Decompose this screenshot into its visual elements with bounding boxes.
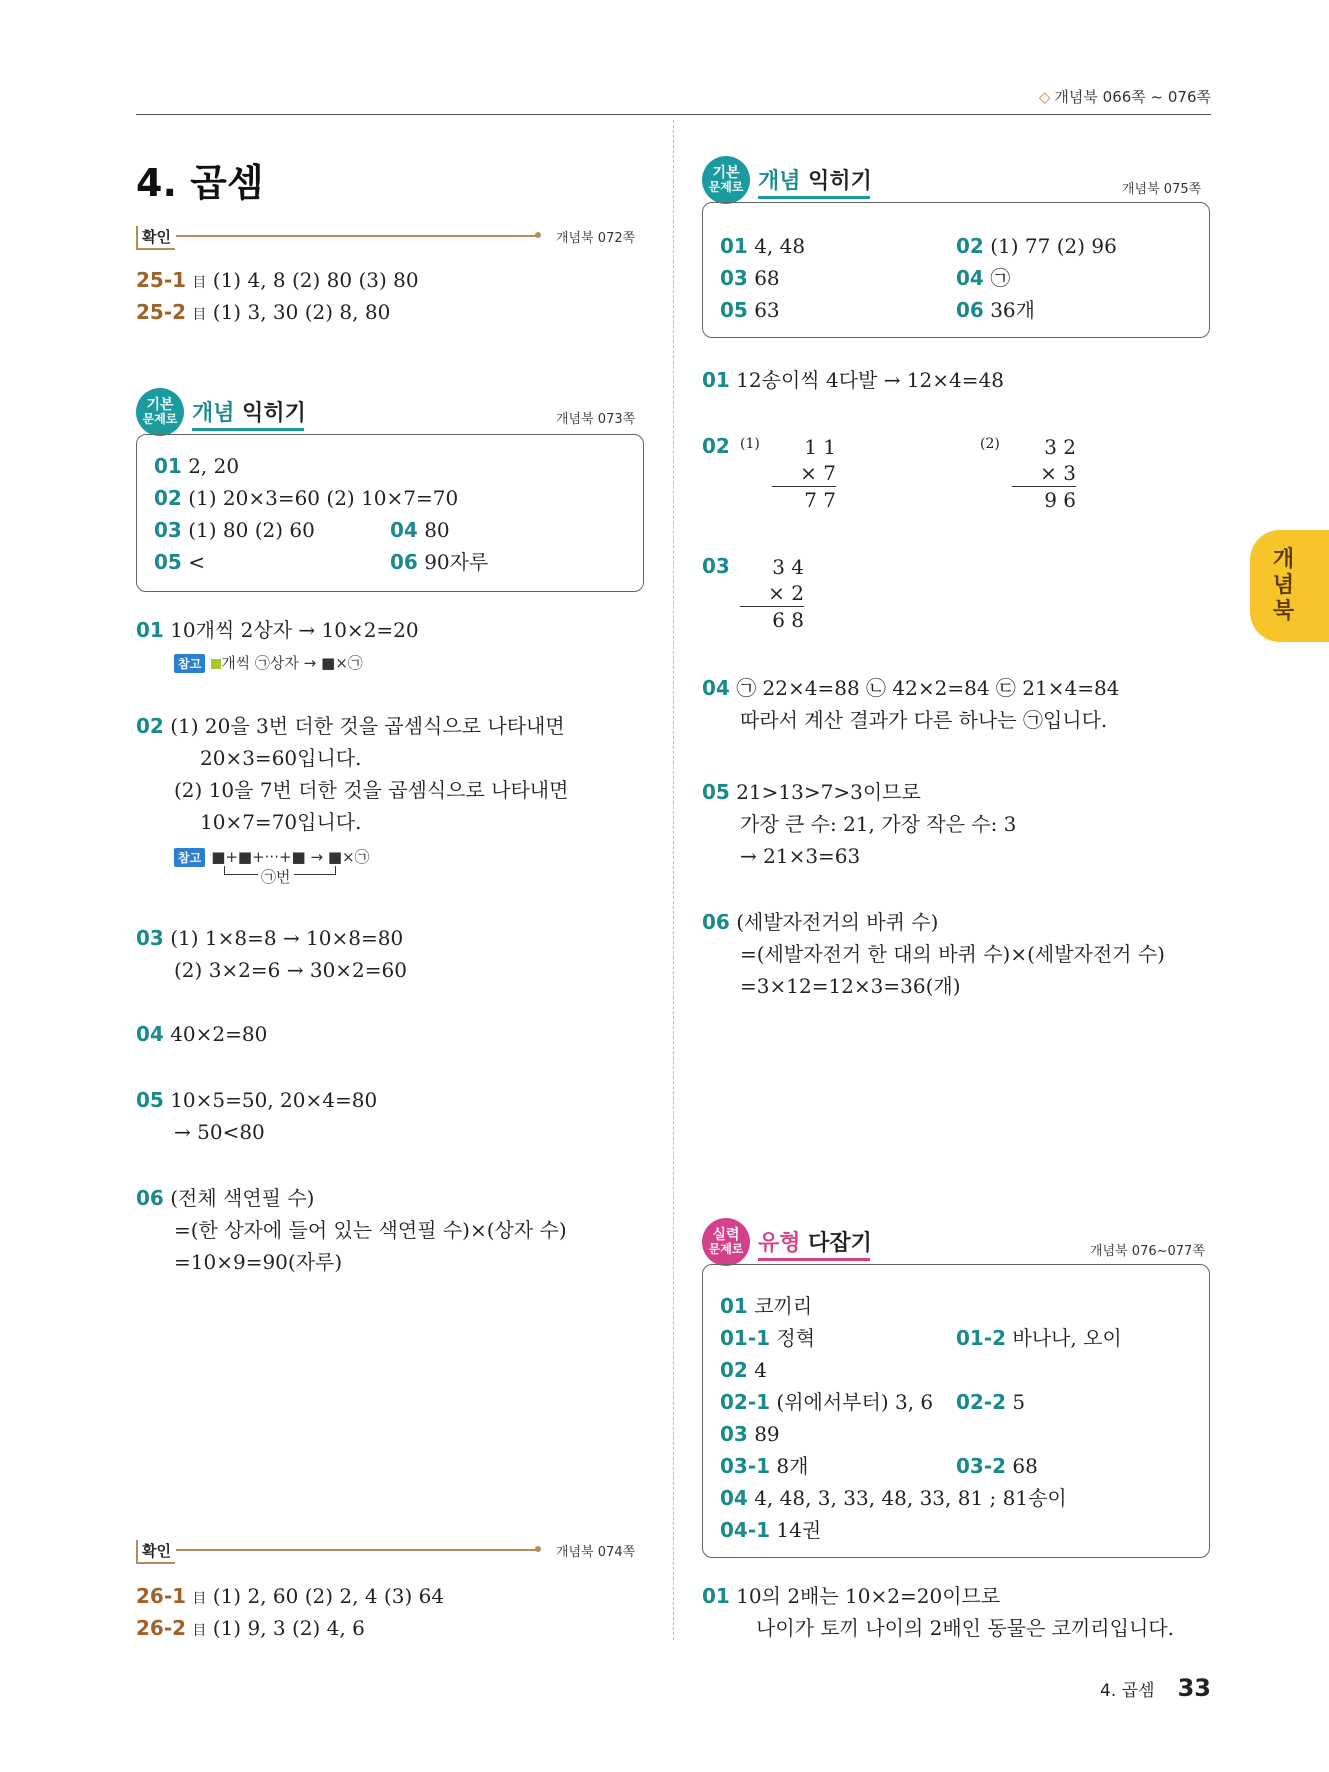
answer-row: 05 < bbox=[154, 550, 205, 574]
section-ref: 개념북 073쪽 bbox=[556, 412, 636, 427]
basic-badge: 기본 문제로 bbox=[136, 388, 184, 436]
section-title: 개념 익히기 bbox=[758, 169, 872, 194]
solution-line: → 21×3=63 bbox=[740, 844, 861, 868]
confirm-rule bbox=[176, 235, 538, 237]
section-title: 개념 익히기 bbox=[192, 401, 306, 426]
page-range-ref: ◇ 개념북 066쪽 ~ 076쪽 bbox=[1038, 88, 1211, 106]
solution-line: 가장 큰 수: 21, 가장 작은 수: 3 bbox=[740, 812, 1017, 836]
section-ref: 개념북 076~077쪽 bbox=[1090, 1244, 1205, 1259]
solution-03: 03 bbox=[702, 554, 730, 578]
answer-row: 02 (1) 77 (2) 96 bbox=[956, 234, 1117, 258]
solution-line: 20×3=60입니다. bbox=[200, 746, 362, 770]
reference-note: 참고 ■+■+···+■ → ■×㉠ bbox=[174, 846, 370, 867]
part-label: (1) bbox=[740, 436, 760, 452]
answer-row: 01-2 바나나, 오이 bbox=[956, 1326, 1122, 1350]
section-underline bbox=[758, 1258, 870, 1261]
solution-06: 06 (전체 색연필 수) bbox=[136, 1186, 315, 1210]
answer-row: 01 4, 48 bbox=[720, 234, 806, 258]
answer-row: 04-1 14권 bbox=[720, 1518, 822, 1542]
solution-02: 02 bbox=[702, 434, 730, 458]
vertical-calc-2: 3 2 × 3 9 6 bbox=[1012, 434, 1076, 513]
section-ref: 개념북 075쪽 bbox=[1122, 182, 1202, 197]
answer-row: 03 89 bbox=[720, 1422, 780, 1446]
solution-line: =(세발자전거 한 대의 바퀴 수)×(세발자전거 수) bbox=[740, 942, 1165, 966]
bracket-label: ㉠번 bbox=[258, 866, 294, 887]
answer-row: 03 (1) 80 (2) 60 bbox=[154, 518, 315, 542]
answer-row: 04 ㉠ bbox=[956, 266, 1011, 290]
section-title: 유형 다잡기 bbox=[758, 1231, 872, 1256]
confirm-ref: 개념북 074쪽 bbox=[556, 1545, 636, 1560]
page-footer bbox=[1100, 1674, 1211, 1702]
solution-line: 10×7=70입니다. bbox=[200, 810, 362, 834]
answer-row: 03-1 8개 bbox=[720, 1454, 809, 1478]
solution-line: 나이가 토끼 나이의 2배인 동물은 코끼리입니다. bbox=[756, 1616, 1174, 1640]
solution-04: 04 40×2=80 bbox=[136, 1022, 268, 1046]
answer-row: 02 (1) 20×3=60 (2) 10×7=70 bbox=[154, 486, 459, 510]
solution-line: 따라서 계산 결과가 다른 하나는 ㉠입니다. bbox=[740, 708, 1108, 732]
solution-03: 03 (1) 1×8=8 → 10×8=80 bbox=[136, 926, 404, 950]
answer-row: 01 2, 20 bbox=[154, 454, 240, 478]
reference-note: 참고 개씩 ㉠상자 → ■×㉠ bbox=[174, 652, 363, 673]
solution-line: (2) 10을 7번 더한 것을 곱셈식으로 나타내면 bbox=[174, 778, 569, 802]
basic-badge: 기본 문제로 bbox=[702, 156, 750, 204]
solution-05: 05 10×5=50, 20×4=80 bbox=[136, 1088, 378, 1112]
header-rule-left bbox=[136, 114, 673, 115]
confirm-dot bbox=[535, 232, 541, 238]
section-underline bbox=[192, 428, 304, 431]
vertical-calc-1: 1 1 × 7 7 7 bbox=[772, 434, 836, 513]
chapter-title: 4. 곱셈 bbox=[136, 161, 264, 205]
answer-row: 03-2 68 bbox=[956, 1454, 1038, 1478]
solution-06: 06 (세발자전거의 바퀴 수) bbox=[702, 910, 939, 934]
side-tab: 개 념 북 bbox=[1250, 530, 1329, 642]
page-number: 33 bbox=[1177, 1674, 1211, 1702]
solution-01: 01 10개씩 2상자 → 10×2=20 bbox=[136, 618, 419, 642]
solution-line: =3×12=12×3=36(개) bbox=[740, 974, 961, 998]
answer-row: 26-2 目 (1) 9, 3 (2) 4, 6 bbox=[136, 1616, 365, 1640]
solution-01: 01 12송이씩 4다발 → 12×4=48 bbox=[702, 368, 1004, 392]
answer-row: 05 63 bbox=[720, 298, 780, 322]
answer-row: 06 90자루 bbox=[390, 550, 489, 574]
answer-row: 04 80 bbox=[390, 518, 450, 542]
solution-04: 04 ㉠ 22×4=88 ㉡ 42×2=84 ㉢ 21×4=84 bbox=[702, 676, 1120, 700]
confirm-tag: 확인 bbox=[136, 1540, 175, 1564]
advanced-badge: 실력 문제로 bbox=[702, 1218, 750, 1266]
answer-row: 01 코끼리 bbox=[720, 1294, 813, 1318]
solution-line: (2) 3×2=6 → 30×2=60 bbox=[174, 958, 407, 982]
column-divider bbox=[673, 120, 674, 1640]
footer-chapter: 4. 곱셈 bbox=[1100, 1681, 1155, 1701]
answer-row: 02-1 (위에서부터) 3, 6 bbox=[720, 1390, 934, 1414]
answer-row: 06 36개 bbox=[956, 298, 1035, 322]
section-underline bbox=[758, 196, 870, 199]
header-rule-right bbox=[673, 114, 1211, 115]
answer-row: 02 4 bbox=[720, 1358, 767, 1382]
answer-row: 01-1 정혁 bbox=[720, 1326, 816, 1350]
solution-01: 01 10의 2배는 10×2=20이므로 bbox=[702, 1584, 1001, 1608]
confirm-tag: 확인 bbox=[136, 226, 175, 250]
answer-row: 25-1 目 (1) 4, 8 (2) 80 (3) 80 bbox=[136, 268, 419, 292]
confirm-dot bbox=[535, 1546, 541, 1552]
part-label: (2) bbox=[980, 436, 1000, 452]
answer-row: 03 68 bbox=[720, 266, 780, 290]
solution-02: 02 (1) 20을 3번 더한 것을 곱셈식으로 나타내면 bbox=[136, 714, 565, 738]
solution-line: =(한 상자에 들어 있는 색연필 수)×(상자 수) bbox=[174, 1218, 567, 1242]
confirm-ref: 개념북 072쪽 bbox=[556, 231, 636, 246]
answer-row: 02-2 5 bbox=[956, 1390, 1026, 1414]
answer-row: 04 4, 48, 3, 33, 48, 33, 81 ; 81송이 bbox=[720, 1486, 1067, 1510]
solution-line: =10×9=90(자루) bbox=[174, 1250, 343, 1274]
solution-line: → 50<80 bbox=[174, 1120, 265, 1144]
answer-row: 25-2 目 (1) 3, 30 (2) 8, 80 bbox=[136, 300, 391, 324]
solution-05: 05 21>13>7>3이므로 bbox=[702, 780, 921, 804]
answer-row: 26-1 目 (1) 2, 60 (2) 2, 4 (3) 64 bbox=[136, 1584, 445, 1608]
vertical-calc-3: 3 4 × 2 6 8 bbox=[740, 554, 804, 633]
confirm-rule bbox=[176, 1549, 538, 1551]
